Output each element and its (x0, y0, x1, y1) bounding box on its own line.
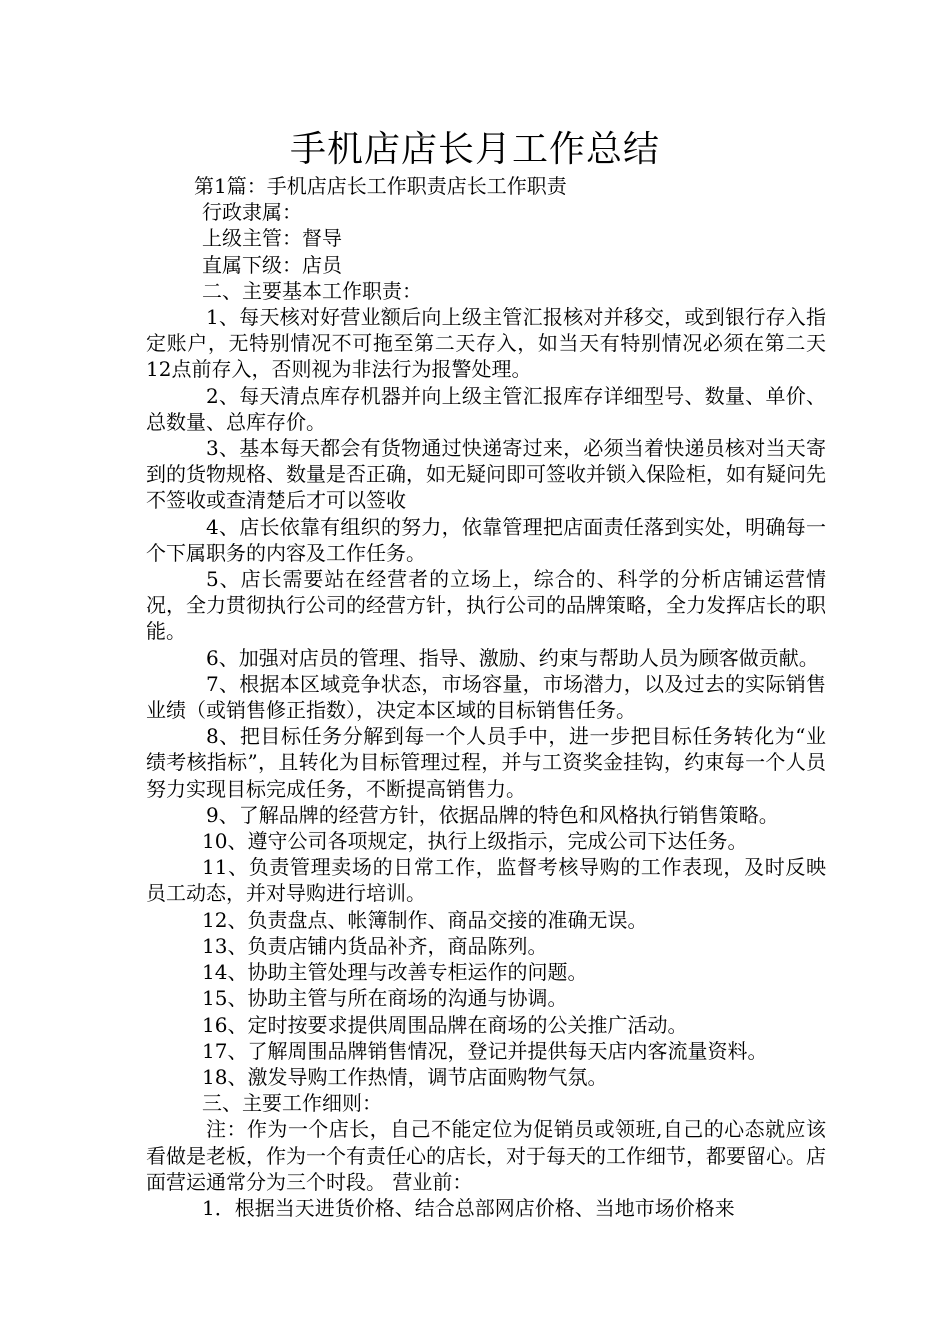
section-heading: 三、主要工作细则： (202, 1091, 382, 1116)
duty-item: 10、遵守公司各项规定，执行上级指示，完成公司下达任务。 (202, 829, 748, 854)
duty-item: 11、负责管理卖场的日常工作，监督考核导购的工作表现，及时反映员工动态，并对导购进行培训。 (146, 855, 826, 906)
duty-item: 15、协助主管与所在商场的沟通与协调。 (202, 986, 568, 1011)
duty-item: 9、了解品牌的经营方针，依据品牌的特色和风格执行销售策略。 (206, 802, 779, 827)
duty-item: 8、把目标任务分解到每一个人员手中，进一步把目标任务转化为“业绩考核指标”，且转化为目标管理过程，并与工资奖金挂钩，约束每一个人员努力实现目标完成任务，不断提高销售力。 (146, 724, 826, 801)
field-line: 上级主管：督导 (202, 226, 342, 251)
detail-item: 1．根据当天进货价格、结合总部网店价格、当地市场价格来 (202, 1195, 735, 1220)
duty-item: 13、负责店铺内货品补齐，商品陈列。 (202, 933, 548, 958)
document-body (146, 173, 826, 1221)
duty-item: 2、每天清点库存机器并向上级主管汇报库存详细型号、数量、单价、总数量、总库存价。 (146, 383, 826, 434)
duty-item: 4、店长依靠有组织的努力，依靠管理把店面责任落到实处，明确每一个下属职务的内容及工作任务。 (146, 514, 826, 565)
section-heading: 二、主要基本工作职责： (202, 278, 422, 303)
duty-item: 17、了解周围品牌销售情况，登记并提供每天店内客流量资料。 (202, 1038, 768, 1063)
field-line: 行政隶属： (202, 200, 302, 225)
duty-item: 6、加强对店员的管理、指导、激励、约束与帮助人员为顾客做贡献。 (206, 645, 819, 670)
duty-item: 5、店长需要站在经营者的立场上，综合的、科学的分析店铺运营情况，全力贯彻执行公司的经营方针，执行公司的品牌策略，全力发挥店长的职能。 (146, 567, 826, 644)
duty-item: 7、根据本区域竞争状态，市场容量，市场潜力，以及过去的实际销售业绩（或销售修正指数），决定本区域的目标销售任务。 (146, 671, 826, 723)
duty-item: 18、激发导购工作热情，调节店面购物气氛。 (202, 1064, 608, 1089)
duty-item: 16、定时按要求提供周围品牌在商场的公关推广活动。 (202, 1012, 688, 1037)
document-title: 手机店店长月工作总结 (289, 129, 660, 170)
duty-item: 3、基本每天都会有货物通过快递寄过来，必须当着快递员核对当天寄到的货物规格、数量是否正确，如无疑问即可签收并锁入保险柜，如有疑问先不签收或查清楚后才可以签收 (146, 436, 826, 513)
field-line: 直属下级：店员 (202, 252, 342, 277)
section-heading: 第1篇：手机店店长工作职责店长工作职责 (194, 174, 567, 198)
duty-item: 12、负责盘点、帐簿制作、商品交接的准确无误。 (202, 907, 648, 932)
duty-item: 1、每天核对好营业额后向上级主管汇报核对并移交，或到银行存入指定账户，无特别情况不可拖至第二天存入，如当天有特别情况必须在第二天12点前存入，否则视为非法行为报警处理。 (146, 305, 826, 382)
note-paragraph: 注：作为一个店长，自己不能定位为促销员或领班,自己的心态就应该看做是老板，作为一个有责任心的店长，对于每天的工作细节，都要留心。店面营运通常分为三个时段。 营业前： (146, 1117, 826, 1194)
duty-item: 14、协助主管处理与改善专柜运作的问题。 (202, 960, 588, 985)
